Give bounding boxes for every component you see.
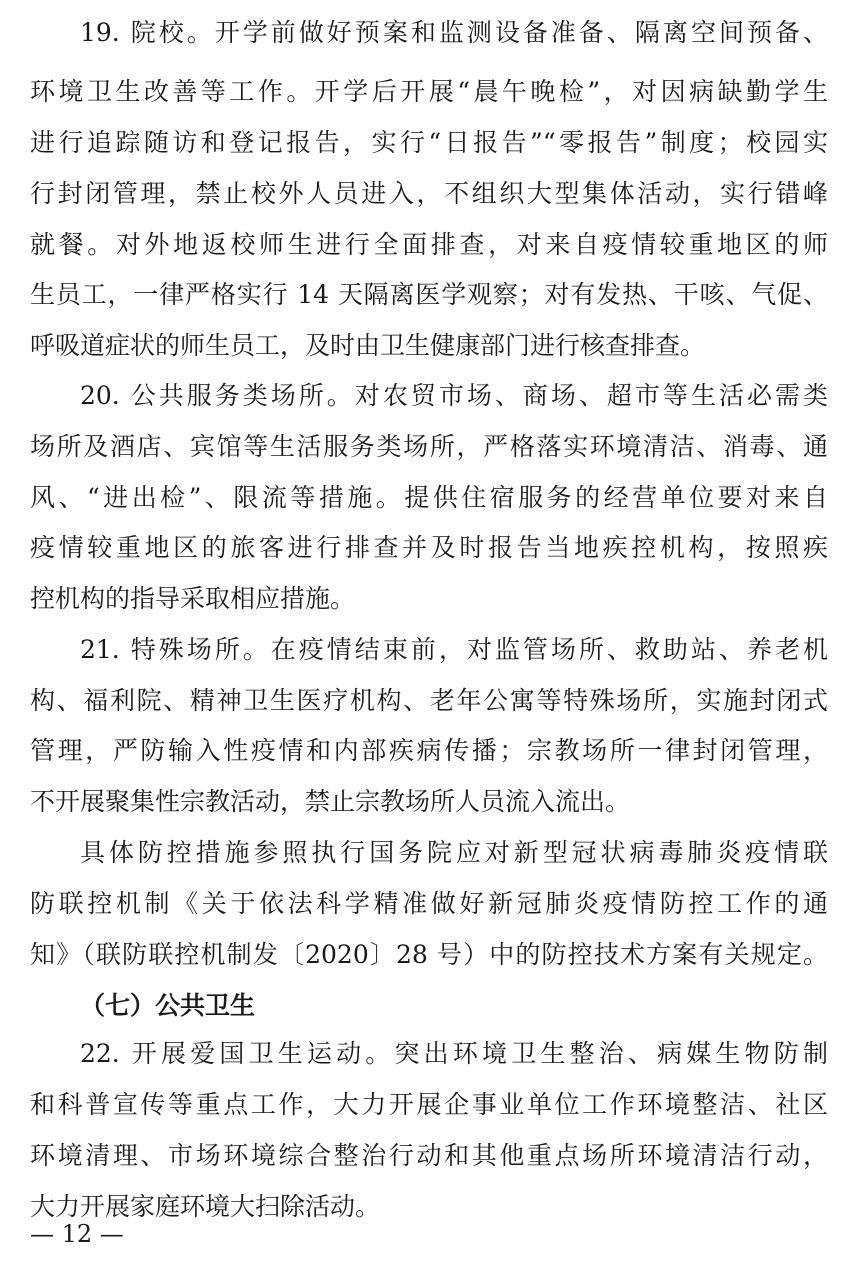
- paragraph-20-line-1: 20. 公共服务类场所。对农贸市场、商场、超市等生活必需类: [80, 381, 828, 410]
- paragraph-21-line-3: 管理，严防输入性疫情和内部疾病传播；宗教场所一律封闭管理，: [30, 736, 828, 765]
- paragraph-21-line-1: 21. 特殊场所。在疫情结束前，对监管场所、救助站、养老机: [80, 635, 828, 664]
- paragraph-20-line-2: 场所及酒店、宾馆等生活服务类场所，严格落实环境清洁、消毒、通: [30, 432, 828, 461]
- paragraph-19-line-3: 进行追踪随访和登记报告，实行“日报告”“零报告”制度；校园实: [30, 128, 828, 157]
- paragraph-21-line-2: 构、福利院、精神卫生医疗机构、老年公寓等特殊场所，实施封闭式: [30, 686, 828, 715]
- paragraph-19-line-7: 呼吸道症状的师生员工，及时由卫生健康部门进行核查排查。: [30, 331, 706, 360]
- page-number: — 12 —: [30, 1220, 124, 1248]
- paragraph-20-line-5: 控机构的指导采取相应措施。: [30, 584, 356, 613]
- section-heading: （七）公共卫生: [80, 991, 256, 1020]
- paragraph-reference-line-1: 具体防控措施参照执行国务院应对新型冠状病毒肺炎疫情联: [80, 838, 828, 867]
- paragraph-19-line-1: 19. 院校。开学前做好预案和监测设备准备、隔离空间预备、: [80, 18, 828, 47]
- paragraph-reference-line-2: 防联控机制《关于依法科学精准做好新冠肺炎疫情防控工作的通: [30, 889, 828, 918]
- paragraph-22-line-4: 大力开展家庭环境大扫除活动。: [30, 1192, 381, 1221]
- paragraph-22-line-2: 和科普宣传等重点工作，大力开展企事业单位工作环境整洁、社区: [30, 1090, 828, 1119]
- paragraph-reference-line-3: 知》（联防联控机制发〔2020〕28 号）中的防控技术方案有关规定。: [30, 940, 828, 969]
- paragraph-19-line-6: 生员工，一律严格实行 14 天隔离医学观察；对有发热、干咳、气促、: [30, 280, 828, 309]
- paragraph-19-line-5: 就餐。对外地返校师生进行全面排查，对来自疫情较重地区的师: [30, 230, 828, 259]
- paragraph-20-line-3: 风、“进出检”、限流等措施。提供住宿服务的经营单位要对来自: [30, 483, 828, 512]
- paragraph-19-line-4: 行封闭管理，禁止校外人员进入，不组织大型集体活动，实行错峰: [30, 179, 828, 208]
- paragraph-19-line-2: 环境卫生改善等工作。开学后开展“晨午晚检”，对因病缺勤学生: [30, 77, 828, 106]
- paragraph-21-line-4: 不开展聚集性宗教活动，禁止宗教场所人员流入流出。: [30, 787, 631, 816]
- paragraph-22-line-3: 环境清理、市场环境综合整治行动和其他重点场所环境清洁行动，: [30, 1141, 828, 1170]
- paragraph-20-line-4: 疫情较重地区的旅客进行排查并及时报告当地疾控机构，按照疾: [30, 533, 828, 562]
- paragraph-22-line-1: 22. 开展爱国卫生运动。突出环境卫生整治、病媒生物防制: [80, 1039, 828, 1068]
